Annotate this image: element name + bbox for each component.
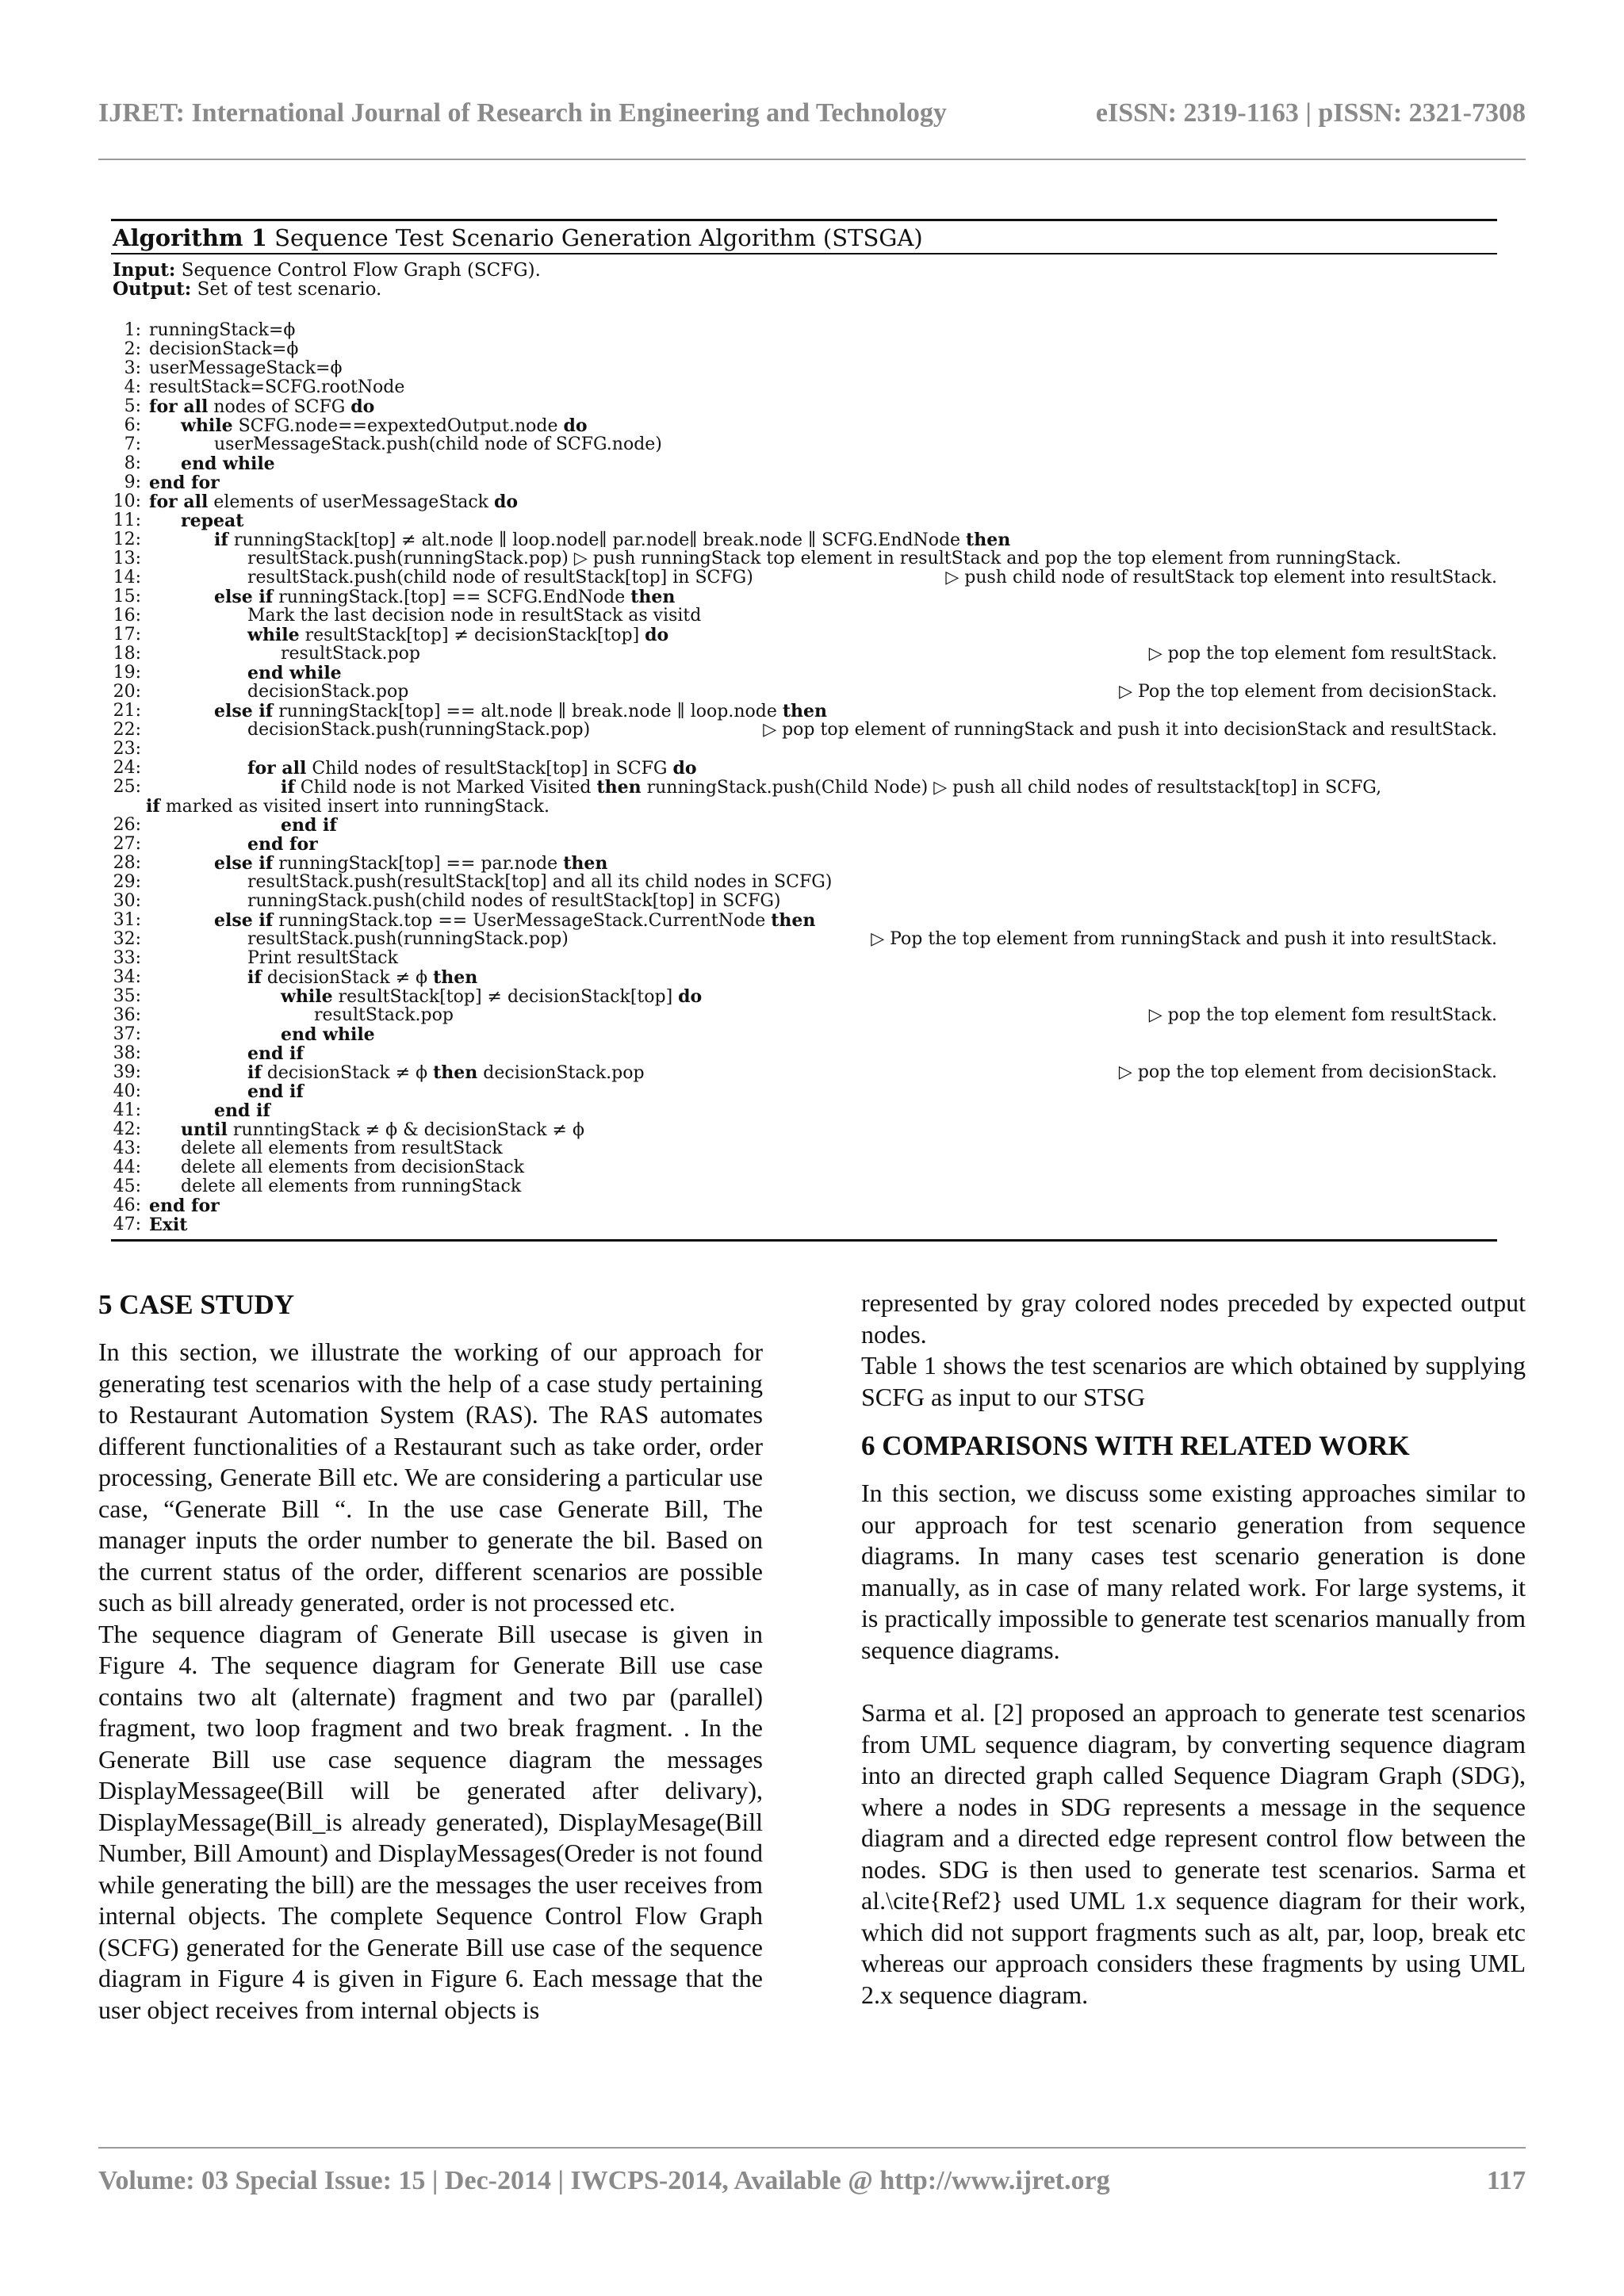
line-code: else if runningStack.[top] == SCFG.EndNode then — [214, 587, 676, 607]
line-code: end if — [281, 815, 337, 836]
algorithm-line — [111, 626, 1497, 645]
algorithm-title — [111, 221, 1497, 253]
algorithm-line — [111, 587, 1497, 607]
line-number: 13: — [113, 549, 141, 568]
algorithm-line — [111, 778, 1497, 797]
line-number: 38: — [113, 1043, 141, 1063]
algorithm-line — [111, 759, 1497, 778]
line-comment: ▷ push child node of resultStack top element into resultStack. — [945, 568, 1497, 587]
algorithm-line — [111, 1044, 1497, 1063]
line-number: 47: — [113, 1215, 141, 1234]
algorithm-line — [111, 568, 1497, 587]
algorithm-line — [111, 1177, 1497, 1196]
line-code: end if — [214, 1100, 270, 1121]
line-code: end while — [181, 453, 275, 474]
line-code: decisionStack.push(runningStack.pop) — [247, 720, 591, 740]
line-number: 24: — [113, 758, 141, 778]
section-heading-case-study: 5 CASE STUDY — [98, 1289, 294, 1320]
line-code: resultStack.pop — [281, 644, 420, 664]
line-comment: ▷ pop the top element from decisionStack. — [1118, 1062, 1497, 1082]
line-number: 45: — [113, 1177, 141, 1196]
line-number: 2: — [124, 339, 141, 359]
volume-info: Volume: 03 Special Issue: 15 | Dec-2014 | IWCPS-2014, Available @ http://www.ijret.org — [98, 2166, 1110, 2195]
line-number: 19: — [113, 663, 141, 683]
line-number: 3: — [124, 358, 141, 378]
line-number: 35: — [113, 986, 141, 1006]
footer-rule — [98, 2147, 1526, 2149]
algorithm-line — [111, 797, 1497, 816]
algorithm-line — [111, 911, 1497, 930]
line-number: 39: — [113, 1062, 141, 1082]
algorithm-line — [111, 549, 1497, 568]
line-number: 29: — [113, 872, 141, 892]
algorithm-line — [111, 816, 1497, 835]
line-code: end if — [247, 1081, 304, 1102]
algorithm-line — [111, 1120, 1497, 1139]
algorithm-line — [111, 607, 1497, 626]
line-number: 34: — [113, 967, 141, 987]
line-code: runningStack=ϕ — [149, 320, 296, 340]
line-number: 28: — [113, 853, 141, 873]
line-number: 20: — [113, 682, 141, 702]
algorithm-line — [111, 416, 1497, 435]
algorithm-line — [111, 968, 1497, 987]
line-code: if decisionStack ≠ ϕ then decisionStack.pop — [247, 1062, 645, 1083]
line-number: 1: — [124, 320, 141, 340]
line-code: end while — [281, 1024, 375, 1045]
line-code: resultStack.push(child node of resultStack[top] in SCFG) — [247, 568, 753, 587]
line-code: end for — [149, 473, 220, 493]
algorithm-line — [111, 1215, 1497, 1234]
line-code: else if runningStack[top] == par.node then — [214, 853, 608, 874]
line-code: userMessageStack=ϕ — [149, 358, 343, 378]
algorithm-line — [111, 835, 1497, 854]
header-rule — [98, 159, 1526, 160]
line-code: while SCFG.node==expextedOutput.node do — [181, 415, 588, 436]
algorithm-line — [111, 740, 1497, 759]
line-code: end while — [247, 663, 342, 683]
algorithm-line — [111, 1063, 1497, 1082]
section-heading-comparisons: 6 COMPARISONS WITH RELATED WORK — [861, 1430, 1410, 1461]
line-number: 33: — [113, 948, 141, 968]
line-code: runningStack.push(child nodes of resultStack[top] in SCFG) — [247, 891, 781, 911]
algorithm-line — [111, 1196, 1497, 1215]
algorithm-line — [111, 454, 1497, 473]
line-code: resultStack.push(resultStack[top] and all its child nodes in SCFG) — [247, 872, 833, 892]
line-number: 14: — [113, 568, 141, 587]
algorithm-line — [111, 873, 1497, 892]
algorithm-line — [111, 664, 1497, 683]
algorithm-line — [111, 1025, 1497, 1044]
line-code: decisionStack=ϕ — [149, 339, 299, 359]
line-code: while resultStack[top] ≠ decisionStack[top] do — [281, 986, 703, 1007]
line-code: Mark the last decision node in resultStack as visitd — [247, 606, 702, 626]
algorithm-line — [111, 530, 1497, 549]
algorithm-io — [111, 254, 1497, 299]
line-number: 22: — [113, 720, 141, 740]
line-code: decisionStack.pop — [247, 682, 409, 702]
algorithm-line — [111, 683, 1497, 702]
line-number: 44: — [113, 1158, 141, 1177]
line-code: repeat — [181, 511, 244, 531]
paragraph: Sarma et al. [2] proposed an approach to generate test scenarios from UML sequence diagram, by converting sequence diagram into an directed graph called Sequence Diagram Graph (SDG), where a nodes in SDG represents a message in the sequence diagram and a directed edge represent control flow between the nodes. SDG is then used to generate test scenarios. Sarma et al.\cite{Ref2} used UML 1.x sequence diagram for their work, which did not support fragments such as alt, par, loop, break etc whereas our approach considers these fragments by using UML 2.x sequence diagram. — [861, 1698, 1526, 2009]
line-comment: ▷ Pop the top element from runningStack and push it into resultStack. — [871, 929, 1497, 949]
line-number: 42: — [113, 1119, 141, 1139]
line-number: 43: — [113, 1138, 141, 1158]
line-code: resultStack.push(runningStack.pop) ▷ push runningStack top element in resultStack and pop the top element from runningStack. — [247, 549, 1401, 568]
line-code: for all nodes of SCFG do — [149, 396, 375, 417]
algorithm-line — [111, 511, 1497, 530]
right-column — [861, 1288, 1526, 2011]
line-number: 7: — [124, 434, 141, 454]
line-number: 31: — [113, 910, 141, 930]
algorithm-line — [111, 1006, 1497, 1025]
line-comment: ▷ Pop the top element from decisionStack. — [1119, 682, 1497, 702]
line-number: 25: — [113, 777, 141, 797]
line-number: 9: — [124, 473, 141, 492]
algorithm-line — [111, 892, 1497, 911]
algorithm-name: Sequence Test Scenario Generation Algorithm (STSGA) — [274, 224, 923, 251]
line-code: resultStack=SCFG.rootNode — [149, 377, 405, 397]
line-code: if decisionStack ≠ ϕ then — [247, 967, 478, 988]
algorithm-bottom-rule — [111, 1239, 1497, 1242]
line-number: 40: — [113, 1081, 141, 1101]
line-number: 26: — [113, 815, 141, 835]
line-code: until runntingStack ≠ ϕ & decisionStack ≠ ϕ — [181, 1119, 584, 1140]
line-number: 30: — [113, 891, 141, 911]
algorithm-lines — [111, 321, 1497, 1234]
line-number: 23: — [113, 739, 141, 759]
algorithm-line — [111, 1101, 1497, 1120]
line-number: 16: — [113, 606, 141, 626]
algorithm-line — [111, 949, 1497, 968]
algorithm-input: Input: Sequence Control Flow Graph (SCFG). — [113, 259, 541, 281]
paragraph: represented by gray colored nodes preceded by expected output nodes. — [861, 1288, 1526, 1349]
line-number: 11: — [113, 511, 141, 530]
line-comment: ▷ pop the top element fom resultStack. — [1148, 1005, 1497, 1025]
line-code: resultStack.push(runningStack.pop) — [247, 929, 569, 949]
line-number: 15: — [113, 587, 141, 607]
line-code: while resultStack[top] ≠ decisionStack[top] do — [247, 625, 669, 645]
algorithm-line — [111, 1082, 1497, 1101]
algorithm-label: Algorithm 1 — [113, 224, 267, 251]
line-code: userMessageStack.push(child node of SCFG.node) — [214, 434, 662, 454]
algorithm-line — [111, 987, 1497, 1006]
line-number: 5: — [124, 396, 141, 416]
line-code: delete all elements from runningStack — [181, 1177, 522, 1196]
line-comment: ▷ pop top element of runningStack and push it into decisionStack and resultStack. — [763, 720, 1497, 740]
line-code: else if runningStack.top == UserMessageStack.CurrentNode then — [214, 910, 816, 931]
paragraph: In this section, we illustrate the working of our approach for generating test scenarios with the help of a case study pertaining to Restaurant Automation System (RAS). The RAS automates different functionalities of a Restaurant such as take order, order processing, Generate Bill etc. We are considering a particular use case, “Generate Bill “. In the use case Generate Bill, The manager inputs the order number to generate the bil. Based on the current status of the order, different scenarios are possible such as bill already generated, order is not processed etc. — [98, 1337, 763, 1617]
line-code: Exit — [149, 1215, 188, 1235]
algorithm-line — [111, 473, 1497, 492]
paragraph: In this section, we discuss some existing approaches similar to our approach for test scenario generation from sequence diagrams. In many cases test scenario generation is done manually, as in case of many related work. For large systems, it is practically impossible to generate test scenarios manually from sequence diagrams. — [861, 1479, 1526, 1664]
line-number: 32: — [113, 929, 141, 949]
left-column — [98, 1288, 763, 2026]
running-footer — [98, 2166, 1526, 2196]
line-number: 12: — [113, 530, 141, 549]
line-code: resultStack.pop — [314, 1005, 454, 1025]
page-number: 117 — [1486, 2166, 1526, 2195]
line-code: end for — [247, 834, 318, 855]
algorithm-box — [111, 219, 1497, 1242]
line-code: if Child node is not Marked Visited then runningStack.push(Child Node) ▷ push all child nodes of resultstack[top] in SCFG, — [281, 777, 1382, 798]
line-number: 41: — [113, 1100, 141, 1120]
line-number: 8: — [124, 453, 141, 473]
line-code: delete all elements from decisionStack — [181, 1158, 525, 1177]
algorithm-line — [111, 359, 1497, 378]
issn-text: eISSN: 2319-1163 | pISSN: 2321-7308 — [1095, 98, 1526, 128]
line-number: 6: — [124, 415, 141, 435]
algorithm-line — [111, 702, 1497, 721]
running-header — [98, 98, 1526, 133]
paragraph: The sequence diagram of Generate Bill usecase is given in Figure 4. The sequence diagram for Generate Bill use case contains two alt (alternate) fragment and two par (parallel) fragment, two loop fragment and two break fragment. . In the Generate Bill use case sequence diagram the messages DisplayMessagee(Bill will be generated after delivary), DisplayMessage(Bill_is already generated), DisplayMesage(Bill Number, Bill Amount) and DisplayMessages(Oreder is not found while generating the bill) are the messages the user receives from internal objects. The complete Sequence Control Flow Graph (SCFG) generated for the Generate Bill use case of the sequence diagram in Figure 4 is given in Figure 6. Each message that the user object receives from internal objects is — [98, 1619, 763, 2024]
algorithm-output: Output: Set of test scenario. — [113, 278, 382, 300]
algorithm-line — [111, 721, 1497, 740]
paragraph: Table 1 shows the test scenarios are which obtained by supplying SCFG as input to our STSG — [861, 1351, 1526, 1411]
line-code: if marked as visited insert into runningStack. — [146, 796, 550, 817]
line-number: 36: — [113, 1005, 141, 1025]
line-number: 4: — [124, 377, 141, 397]
algorithm-line — [111, 378, 1497, 397]
line-code: end for — [149, 1196, 220, 1216]
line-number: 27: — [113, 834, 141, 854]
algorithm-line — [111, 1158, 1497, 1177]
algorithm-line — [111, 930, 1497, 949]
algorithm-line — [111, 435, 1497, 454]
line-code: else if runningStack[top] == alt.node ∥ break.node ∥ loop.node then — [214, 701, 828, 721]
line-number: 17: — [113, 625, 141, 645]
line-number: 37: — [113, 1024, 141, 1044]
line-code: Print resultStack — [247, 948, 398, 968]
algorithm-line — [111, 645, 1497, 664]
line-number: 18: — [113, 644, 141, 664]
line-code: end if — [247, 1043, 304, 1064]
line-number: 10: — [113, 492, 141, 511]
line-code: delete all elements from resultStack — [181, 1138, 503, 1158]
algorithm-line — [111, 321, 1497, 340]
line-code: if runningStack[top] ≠ alt.node ∥ loop.node∥ par.node∥ break.node ∥ SCFG.EndNode then — [214, 530, 1011, 550]
line-code: for all Child nodes of resultStack[top] in SCFG do — [247, 758, 697, 779]
algorithm-line — [111, 340, 1497, 359]
algorithm-line — [111, 492, 1497, 511]
line-number: 46: — [113, 1196, 141, 1215]
algorithm-line — [111, 854, 1497, 873]
line-code: for all elements of userMessageStack do — [149, 492, 519, 512]
algorithm-line — [111, 1139, 1497, 1158]
line-number: 21: — [113, 701, 141, 721]
journal-title: IJRET: International Journal of Research in Engineering and Technology — [98, 98, 947, 128]
algorithm-line — [111, 397, 1497, 416]
line-comment: ▷ pop the top element fom resultStack. — [1148, 644, 1497, 664]
